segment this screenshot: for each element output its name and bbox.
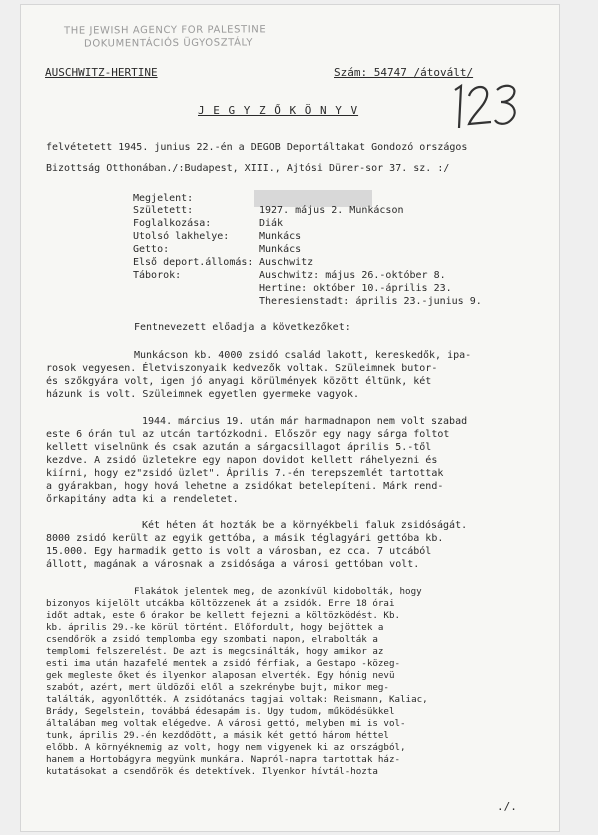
field-label: Getto:: [133, 244, 170, 255]
handwritten-number: [447, 80, 523, 132]
field-label: Született:: [133, 205, 194, 216]
field-label: Táborok:: [133, 270, 182, 281]
paragraph-line: házunk is volt. Szüleimnek egyetlen gyermeke vagyok.: [46, 389, 360, 400]
intro-line: Bizottság Otthonában./:Budapest, XIII., Ajtósi Dürer-sor 37. sz. :/: [46, 163, 450, 174]
paragraph-line: tunk, április 29.-én kezdődött, a másik két gettó három héttel: [46, 730, 389, 741]
paragraph-line: Brády, Segelstein, továbbá édesapám is. Ugy tudom, működésükkel: [46, 706, 395, 717]
paragraph-line: kiírni, hogy ez"zsidó üzlet". Április 7.-én terepszemlét tartottak: [46, 468, 444, 479]
paragraph-line: Flakátok jelentek meg, de azonkívül kidobolták, hogy: [134, 586, 422, 597]
paragraph-line: őrkapitány adta ki a rendeletet.: [46, 494, 239, 505]
field-label: Első deport.állomás:: [133, 257, 254, 268]
field-value: 1927. május 2. Munkácson: [259, 205, 404, 216]
paragraph-line: 15.000. Egy harmadik getto is volt a városban, ez cca. 7 utcából: [46, 546, 432, 557]
page-end-mark: ./.: [497, 800, 517, 813]
paragraph-line: 8000 zsidó került az egyik gettóba, a másik téglagyári gettóba kb.: [46, 533, 444, 544]
paragraph-line: általában meg voltak elégedve. A városi gettó, melyben mi is vol-: [46, 718, 406, 729]
field-label: Utolsó lakhelye:: [133, 231, 230, 242]
paragraph-line: szabót, azért, mert üldözői elől a szekrénybe bujt, mikor meg-: [46, 682, 389, 693]
archive-stamp-line2: DOKUMENTÁCIÓS ÜGYOSZTÁLY: [83, 37, 254, 50]
paragraph-line: kb. április 29.-ke körül történt. Előfordult, hogy bejöttek a: [46, 622, 384, 633]
paragraph-line: rosok vegyesen. Életviszonyaik kedvezők voltak. Szüleimnek butor-: [46, 363, 438, 374]
paragraph-line: kutatásokat a csendőrök és detektívek. Ilyenkor hívtál-hozta: [46, 766, 378, 777]
paragraph-line: időt adtak, este 6 órakor be kellett fejezni a költözködést. Kb.: [46, 610, 401, 621]
field-value: Munkács: [259, 244, 302, 255]
field-value: Hertine: október 10.-április 23.: [259, 283, 452, 294]
header-location: AUSCHWITZ-HERTINE: [45, 66, 158, 79]
paragraph-line: és szőkgyára volt, igen jó anyagi körülmények között éltünk, két: [46, 376, 432, 387]
field-value: Theresienstadt: április 23.-junius 9.: [259, 296, 482, 307]
paragraph-line: kezdve. A zsidó üzletekre egy napon dovidot kellett ráhelyezni és: [46, 455, 438, 466]
paragraph-line: templomi felszerelést. De azt is megcsinálták, hogy amikor az: [46, 646, 384, 657]
field-label: Foglalkozása:: [133, 218, 212, 229]
paragraph-line: előbb. A környéknemig az volt, hogy nem vigyenek ki az országból,: [46, 742, 406, 753]
paragraph-line: a gyárakban, hogy hová lehetne a zsidókat betelepíteni. Márk rend-: [46, 481, 444, 492]
field-value: Diák: [259, 218, 284, 229]
header-case-number: Szám: 54747 /átovált/: [334, 66, 474, 79]
paragraph-line: állott, magának a városnak a zsidósága a városi gettóban volt.: [46, 559, 420, 570]
paragraph-line: Munkácson kb. 4000 zsidó család lakott, kereskedők, ipa-: [134, 350, 472, 361]
field-value: Munkács: [259, 231, 302, 242]
document-title: J E G Y Z Ő K Ö N Y V: [198, 104, 359, 117]
archive-stamp-line1: THE JEWISH AGENCY FOR PALESTINE: [63, 24, 267, 37]
paragraph-line: bizonyos kijelölt utcákba költözzenek át a zsidók. Erre 18 órai: [46, 598, 395, 609]
paragraph-line: kellett viselnünk és csak azután a sárgacsillagot április 5.-től: [46, 442, 432, 453]
field-label: Megjelent:: [133, 193, 194, 204]
paragraph-line: csendőrök a zsidó templomba egy szombati napon, elrabolták a: [46, 634, 378, 645]
paragraph-line: este 6 órán tul az utcán tartózkodni. Először egy nagy sárga foltot: [46, 429, 450, 440]
paragraph-line: 1944. március 19. után már harmadnapon nem volt szabad: [142, 416, 468, 427]
field-value: Auschwitz: május 26.-október 8.: [259, 270, 446, 281]
field-value: Auschwitz: [259, 257, 314, 268]
paragraph-line: esti ima után hazafelé mentek a zsidó férfiak, a Gestapo -közeg-: [46, 658, 401, 669]
paragraph-line: gek megleste őket és ilyenkor alaposan elverték. Egy hónig nevü: [46, 670, 395, 681]
paragraph-line: találták, agyonlőtték. A zsidótanács tagjai voltak: Reismann, Kaliac,: [46, 694, 428, 705]
paragraph-line: hanem a Hortobágyra megyünk munkára. Napról-napra tartottak ház-: [46, 754, 401, 765]
statement-intro: Fentnevezett előadja a következőket:: [134, 322, 351, 333]
intro-line: felvétetett 1945. junius 22.-én a DEGOB Deportáltakat Gondozó országos: [46, 142, 468, 153]
paragraph-line: Két héten át hozták be a környékbeli faluk zsidóságát.: [142, 520, 468, 531]
